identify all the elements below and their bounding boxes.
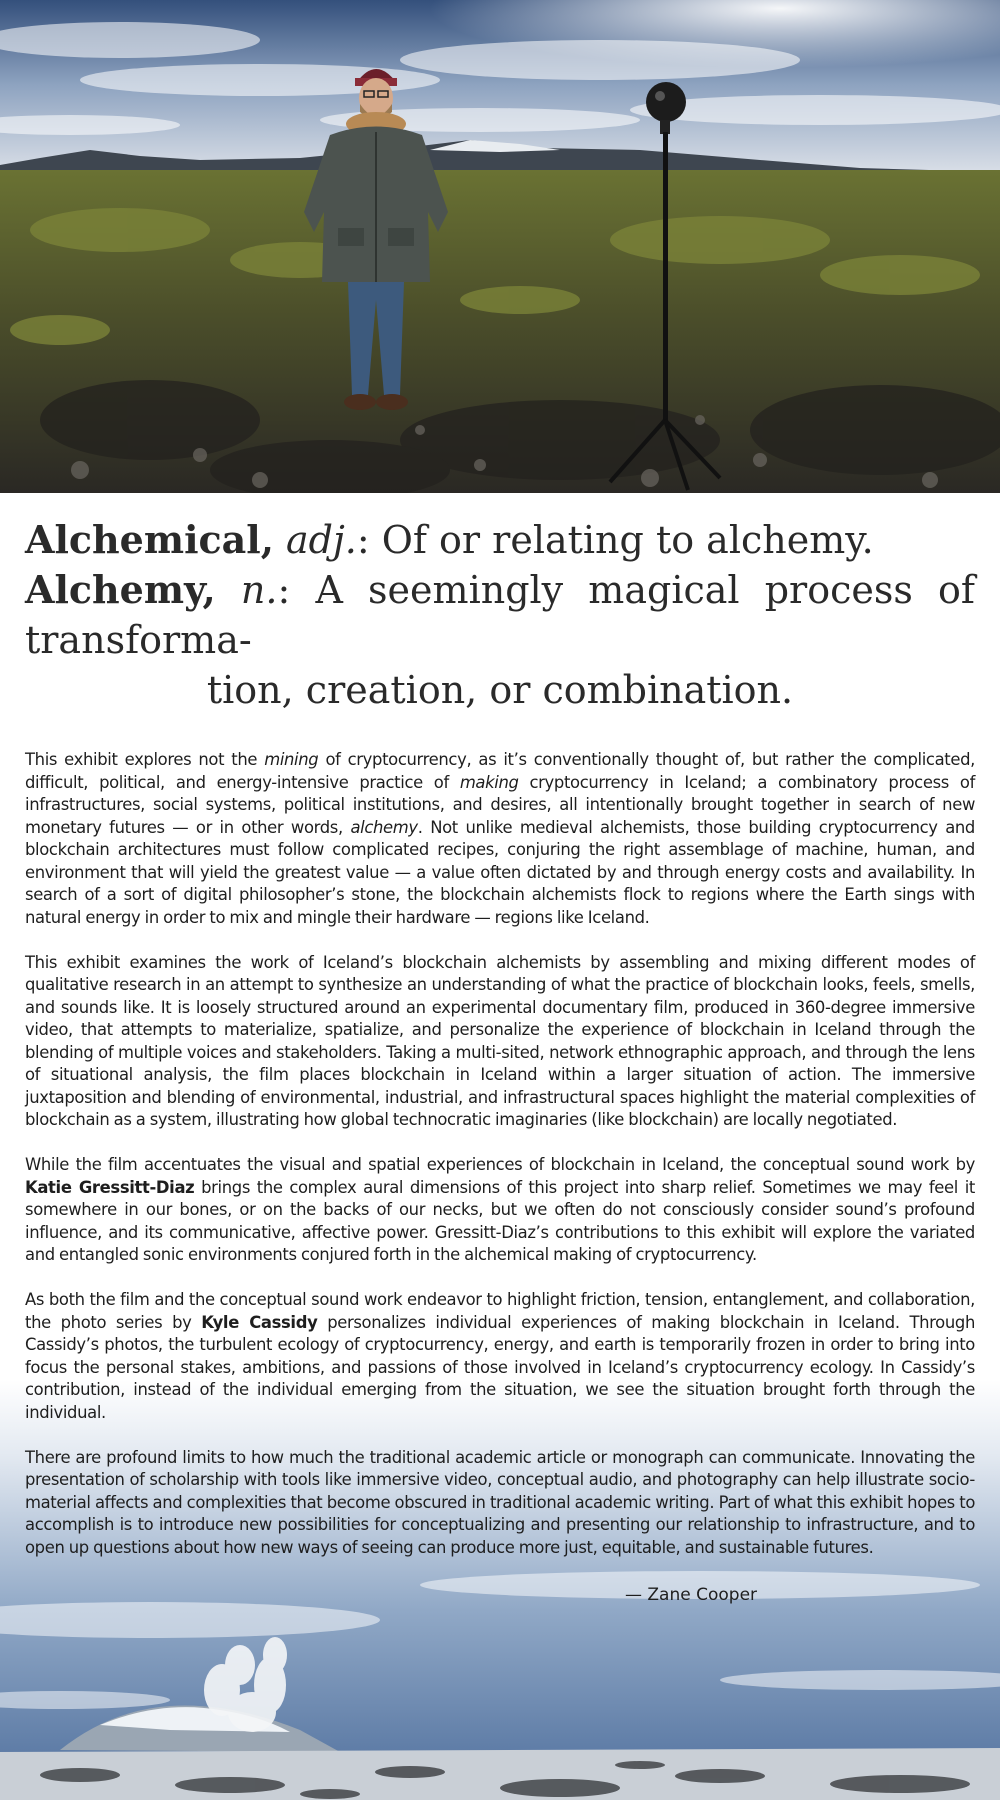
author-katie-gressitt-diaz: Katie Gressitt-Diaz bbox=[25, 1177, 195, 1197]
emphasis-mining: mining bbox=[264, 750, 319, 769]
definition-term: Alchemical, bbox=[25, 517, 274, 562]
definition-text: tion, creation, or combination. bbox=[206, 668, 794, 712]
definition-text: : A seemingly magical process of transforma- bbox=[25, 568, 975, 662]
definition-term: Alchemy, bbox=[25, 567, 216, 612]
definition-alchemy-continued bbox=[25, 665, 975, 715]
emphasis-making: making bbox=[459, 772, 519, 792]
text-run: As both the film and the conceptual sound work endeavor to highlight friction, tension, entanglement, and collaboration, the photo series by bbox=[25, 1290, 975, 1332]
author-signature: — Zane Cooper bbox=[625, 1585, 758, 1605]
paragraph-2: This exhibit examines the work of Iceland’s blockchain alchemists by assembling and mixing different modes of qualitative research in an attempt to synthesize an understanding of what the practice of blockchain looks, feels, smells, and sounds like. It is loosely structured around an experimental documentary film, produced in 360-degree immersive video, that attempts to materialize, spatialize, and personalize the experience of blockchain in Iceland through the blending of multiple voices and stakeholders. Taking a multi-sited, network ethnographic approach, and through the lens of situational analysis, the film places blockchain in Iceland within a larger situation of action. The immersive juxtaposition and blending of environmental, industrial, and infrastructural spaces highlight the material complexities of blockchain as a system, illustrating how global technocratic imaginaries (like blockchain) are locally negotiated. bbox=[25, 952, 975, 1129]
text-run: personalizes individual experiences of making blockchain in Iceland. Through Cassidy’s photos, the turbulent ecology of cryptocurrency, energy, and earth is temporarily frozen in order to bring into focus the personal stakes, ambitions, and passions of those involved in Iceland’s cryptocurrency ecology. In Cassidy’s contribution, instead of the individual emerging from the situation, we see the situation brought forth through the individual. bbox=[25, 1312, 975, 1422]
text-run: This exhibit explores not the bbox=[25, 750, 265, 769]
text-run: of cryptocurrency, as it’s conventionally thought of, but rather the complicated, difficult, political, and energy-intensive practice of bbox=[25, 750, 975, 792]
emphasis-alchemy: alchemy bbox=[350, 817, 418, 837]
hero-landscape bbox=[0, 0, 1000, 493]
paragraph-4 bbox=[25, 1289, 975, 1424]
definitions-block bbox=[25, 515, 975, 715]
part-of-speech: adj. bbox=[286, 518, 357, 562]
text-run: . Not unlike medieval alchemists, those building cryptocurrency and blockchain architectures must follow complicated recipes, conjuring the right assemblage of machine, human, and environment that will yield the greatest value — a value often dictated by and through energy costs and availability. In search of a sort of digital philosopher’s stone, the blockchain alchemists flock to regions where the Earth sings with natural energy in order to mix and mingle their hardware — regions like Iceland. bbox=[25, 817, 975, 927]
essay-body bbox=[25, 749, 975, 1559]
exhibit-text bbox=[25, 515, 975, 1582]
text-run: While the film accentuates the visual and spatial experiences of blockchain in Iceland, the conceptual sound work by bbox=[25, 1155, 975, 1174]
definition-alchemical bbox=[25, 515, 975, 565]
definition-text: : Of or relating to alchemy. bbox=[356, 518, 874, 562]
hero-photo bbox=[0, 0, 1000, 493]
text-run: cryptocurrency in Iceland; a combinatory process of infrastructures, social systems, political institutions, and desires, all intentionally brought together in search of new monetary futures — or in other words, bbox=[25, 772, 975, 837]
author-kyle-cassidy: Kyle Cassidy bbox=[201, 1312, 318, 1332]
definition-alchemy bbox=[25, 565, 975, 665]
part-of-speech: n. bbox=[240, 568, 278, 612]
paragraph-5: There are profound limits to how much the traditional academic article or monograph can communicate. Innovating the presentation of scholarship with tools like immersive video, conceptual audio, and photography can help illustrate socio-material affects and complexities that become obscured in traditional academic writing. Part of what this exhibit hopes to accomplish is to introduce new possibilities for conceptualizing and presenting our relationship to infrastructure, and to open up questions about how new ways of seeing can produce more just, equitable, and sustainable futures. bbox=[25, 1447, 975, 1557]
paragraph-3 bbox=[25, 1154, 975, 1267]
paragraph-1 bbox=[25, 749, 975, 929]
text-run: brings the complex aural dimensions of this project into sharp relief. Sometimes we may feel it somewhere in our bones, or on the backs of our necks, but we often do not consciously consider sound’s profound influence, and its communicative, affective power. Gressitt-Diaz’s contributions to this exhibit will explore the variated and entangled sonic environments conjured forth in the alchemical making of cryptocurrency. bbox=[25, 1177, 975, 1264]
